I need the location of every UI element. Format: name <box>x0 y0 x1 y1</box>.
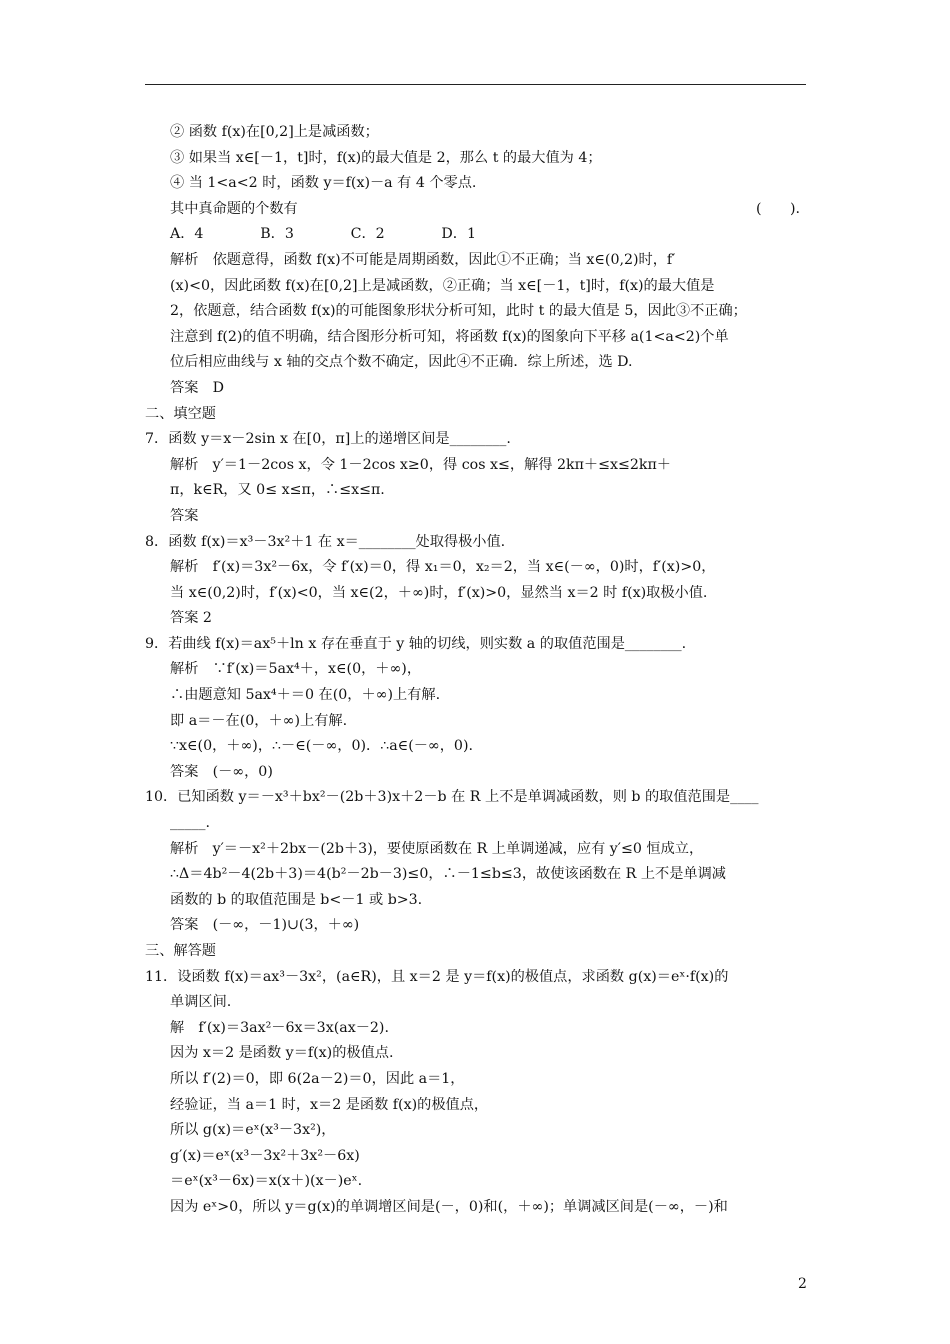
text-line <box>145 683 810 709</box>
text-line-content: π，k∈R，又 0≤ x≤π，∴≤x≤π. <box>170 482 385 499</box>
text-line-content: 函数的 b 的取值范围是 b<－1 或 b>3. <box>170 891 423 908</box>
text-line <box>145 299 810 325</box>
page-body <box>145 120 810 1221</box>
text-line <box>145 197 810 223</box>
text-line-content: ④ 当 1<a<2 时，函数 y＝f(x)－a 有 4 个零点. <box>170 175 477 192</box>
text-line <box>145 1067 810 1093</box>
text-line <box>145 1093 810 1119</box>
text-line-content: 二、填空题 <box>145 405 216 422</box>
text-line <box>145 1016 810 1042</box>
text-line-content: 解析 依题意得，函数 f(x)不可能是周期函数，因此①不正确；当 x∈(0,2)时，f′ <box>170 251 676 268</box>
text-line-content: 位后相应曲线与 x 轴的交点个数不确定，因此④不正确．综上所述，选 D. <box>170 354 633 371</box>
text-line <box>145 939 810 965</box>
text-line <box>145 555 810 581</box>
answer-paren: ( ). <box>756 200 800 217</box>
text-line-content: ＝eˣ(x³－6x)＝x(x＋)(x－)eˣ. <box>170 1173 363 1190</box>
text-line-content: 所以 f′(2)＝0，即 6(2a－2)＝0，因此 a＝1， <box>170 1070 465 1087</box>
header-rule <box>145 84 806 85</box>
text-line-content: 答案 D <box>170 379 224 396</box>
text-line-content: A．4 B．3 C．2 D．1 <box>170 226 477 243</box>
text-line-content: ② 函数 f(x)在[0,2]上是减函数； <box>170 124 379 140</box>
text-line <box>145 606 810 632</box>
text-line <box>145 913 810 939</box>
text-line-content: 解析 ∵f′(x)＝5ax⁴＋，x∈(0，＋∞)， <box>170 661 422 678</box>
text-line <box>145 453 810 479</box>
text-line-content: 解析 y′＝1－2cos x，令 1－2cos x≥0，得 cos x≤，解得 2kπ＋≤x≤2kπ＋ <box>170 456 671 473</box>
text-line <box>145 478 810 504</box>
text-line-content: 8．函数 f(x)＝x³－3x²＋1 在 x＝________处取得极小值. <box>145 533 506 550</box>
text-line <box>145 350 810 376</box>
text-line-content: _____. <box>170 815 210 832</box>
text-line-content: 9．若曲线 f(x)＝ax⁵＋ln x 存在垂直于 y 轴的切线，则实数 a 的取值范围是________. <box>145 635 687 652</box>
text-line-content: 11．设函数 f(x)＝ax³－3x²，(a∈R)，且 x＝2 是 y＝f(x)的极值点，求函数 g(x)＝eˣ·f(x)的 <box>145 968 729 985</box>
text-line-content: 所以 g(x)＝eˣ(x³－3x²)， <box>170 1122 336 1139</box>
page-number: 2 <box>798 1276 807 1292</box>
text-line-content: 答案 (－∞，0) <box>170 763 273 780</box>
text-line <box>145 171 810 197</box>
text-line <box>145 222 810 248</box>
text-line-content: 2，依题意，结合函数 f(x)的可能图象形状分析可知，此时 t 的最大值是 5，因此③不正确； <box>170 303 747 320</box>
text-line <box>145 146 810 172</box>
text-line <box>145 1195 810 1221</box>
text-line-content: 即 a＝－在(0，＋∞)上有解. <box>170 712 348 729</box>
text-line <box>145 1144 810 1170</box>
text-line <box>145 657 810 683</box>
text-line <box>145 504 810 530</box>
text-line <box>145 888 810 914</box>
text-line <box>145 785 810 811</box>
text-line <box>145 274 810 300</box>
text-line-content: ∴Δ＝4b²－4(2b＋3)＝4(b²－2b－3)≤0，∴－1≤b≤3，故使该函数在 R 上不是单调减 <box>170 866 726 883</box>
text-line-content: 解 f′(x)＝3ax²－6x＝3x(ax－2). <box>170 1019 389 1036</box>
text-line-content: 解析 f′(x)＝3x²－6x，令 f′(x)＝0，得 x₁＝0，x₂＝2，当 x∈(－∞，0)时，f′(x)>0， <box>170 559 716 576</box>
text-line <box>145 248 810 274</box>
text-line-content: 经验证，当 a＝1 时，x＝2 是函数 f(x)的极值点， <box>170 1096 489 1113</box>
text-line-content: 其中真命题的个数有 <box>170 200 298 217</box>
text-line <box>145 837 810 863</box>
text-line-content: 当 x∈(0,2)时，f′(x)<0，当 x∈(2，＋∞)时，f′(x)>0，显然当 x＝2 时 f(x)取极小值. <box>170 584 708 601</box>
text-line <box>145 811 810 837</box>
text-line <box>145 376 810 402</box>
text-line-content: ∴由题意知 5ax⁴＋＝0 在(0，＋∞)上有解. <box>170 687 441 704</box>
text-line-content: 单调区间. <box>170 994 232 1011</box>
text-line <box>145 120 810 146</box>
text-line-content: 解析 y′＝－x²＋2bx－(2b＋3)，要使原函数在 R 上单调递减，应有 y′≤0 恒成立， <box>170 840 704 857</box>
text-line <box>145 402 810 428</box>
text-line-content: g′(x)＝eˣ(x³－3x²＋3x²－6x) <box>170 1147 360 1164</box>
text-line-content: 因为 eˣ>0，所以 y＝g(x)的单调增区间是(－，0)和(，＋∞)；单调减区间是(－∞，－)和 <box>170 1198 728 1215</box>
text-line <box>145 632 810 658</box>
text-line-content: 10．已知函数 y＝－x³＋bx²－(2b＋3)x＋2－b 在 R 上不是单调减函数，则 b 的取值范围是____ <box>145 789 759 806</box>
text-line <box>145 862 810 888</box>
text-line <box>145 1041 810 1067</box>
text-line-content: 注意到 f(2)的值不明确，结合图形分析可知，将函数 f(x)的图象向下平移 a(1<a<2)个单 <box>170 328 729 345</box>
text-line-content: 答案 (－∞，－1)∪(3，＋∞) <box>170 917 360 934</box>
text-line <box>145 760 810 786</box>
text-line-content: 7．函数 y＝x－2sin x 在[0，π]上的递增区间是________. <box>145 431 511 448</box>
text-line <box>145 1118 810 1144</box>
text-line <box>145 427 810 453</box>
text-line <box>145 530 810 556</box>
text-line <box>145 325 810 351</box>
text-line <box>145 734 810 760</box>
text-line-content: 答案 <box>170 507 199 524</box>
text-line-content: ③ 如果当 x∈[－1，t]时，f(x)的最大值是 2，那么 t 的最大值为 4； <box>170 149 602 166</box>
text-line <box>145 990 810 1016</box>
text-line <box>145 965 810 991</box>
text-line-content: 答案 2 <box>170 610 212 627</box>
text-line <box>145 709 810 735</box>
text-line <box>145 1169 810 1195</box>
text-line-content: 因为 x＝2 是函数 y＝f(x)的极值点. <box>170 1045 394 1062</box>
text-line-content: 三、解答题 <box>145 943 216 959</box>
text-line-content: (x)<0，因此函数 f(x)在[0,2]上是减函数，②正确；当 x∈[－1，t]时，f(x)的最大值是 <box>170 277 715 294</box>
text-line <box>145 581 810 607</box>
text-line-content: ∵x∈(0，＋∞)，∴－∈(－∞，0)．∴a∈(－∞，0). <box>170 738 473 755</box>
